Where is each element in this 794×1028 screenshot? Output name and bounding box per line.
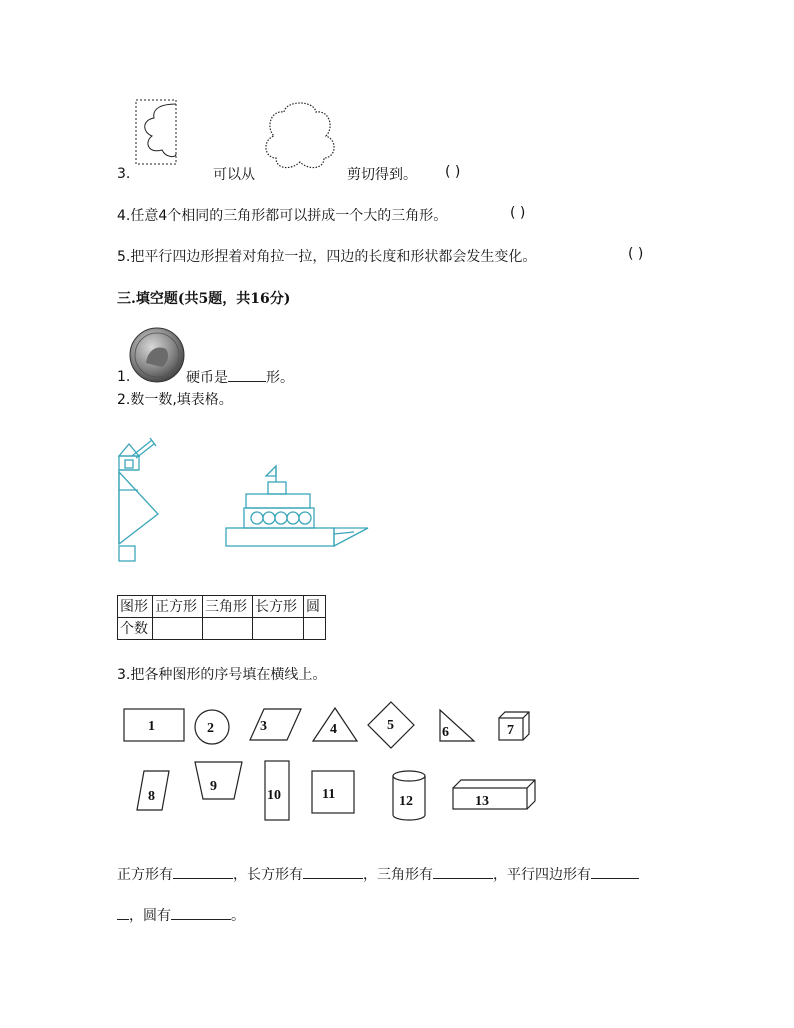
answer-rect-label: ，长方形有	[233, 867, 303, 883]
shape-label: 11	[322, 787, 336, 802]
answer-triangle-blank[interactable]	[433, 864, 493, 879]
numbered-shapes	[110, 700, 550, 830]
shape-label: 8	[148, 789, 155, 804]
q4-text: 4.任意4个相同的三角形都可以拼成一个大的三角形。	[117, 208, 448, 224]
shape-label: 7	[507, 723, 514, 738]
shape-label: 10	[267, 788, 281, 803]
table-header-cell: 长方形	[253, 596, 304, 618]
answer-square-blank[interactable]	[173, 864, 233, 879]
answer-circle-label: ，圆有	[129, 908, 171, 924]
shape-label: 6	[442, 725, 449, 740]
fill3-answer-line-2	[117, 905, 245, 925]
table-header-cell: 三角形	[203, 596, 253, 618]
shape-3-parallelogram	[250, 709, 301, 740]
table-header-row	[118, 596, 326, 618]
fill1-suffix: 形。	[266, 370, 294, 386]
shape-label: 12	[399, 794, 413, 809]
shape-9-trapezoid	[195, 762, 242, 799]
fill3-answer-line-1	[117, 864, 639, 884]
answer-rect-blank[interactable]	[303, 864, 363, 879]
tower-figure	[110, 436, 170, 564]
table-row-label: 个数	[118, 618, 153, 640]
table-cell-circle-count[interactable]	[304, 618, 326, 640]
shape-label: 3	[260, 719, 267, 734]
shape-7-cube	[499, 712, 529, 740]
flower-cutout-figure	[262, 100, 338, 172]
table-cell-triangle-count[interactable]	[203, 618, 253, 640]
answer-parallelogram-blank[interactable]	[591, 864, 639, 879]
fill2-text: 2.数一数,填表格。	[117, 392, 233, 408]
table-cell-square-count[interactable]	[153, 618, 203, 640]
fill1-blank[interactable]	[228, 367, 266, 382]
answer-triangle-label: ，三角形有	[363, 867, 433, 883]
shape-label: 4	[330, 722, 337, 737]
answer-square-label: 正方形有	[117, 867, 173, 883]
fill1-label: 硬币是	[186, 370, 228, 386]
q3-bracket: ( )	[445, 164, 461, 180]
shape-label: 5	[387, 718, 394, 733]
q3-text-end: 剪切得到。	[347, 167, 417, 183]
shape-label: 9	[210, 779, 217, 794]
folded-paper-figure	[132, 98, 182, 168]
shape-label: 2	[207, 721, 214, 736]
q3-number: 3.	[117, 166, 131, 182]
table-header-cell: 圆	[304, 596, 326, 618]
fill1-number: 1.	[117, 369, 131, 385]
q4-bracket: ( )	[510, 205, 526, 221]
fill1-text	[186, 367, 294, 387]
table-header-cell: 图形	[118, 596, 153, 618]
table-row	[118, 618, 326, 640]
fill3-text: 3.把各种图形的序号填在横线上。	[117, 667, 327, 683]
answer-parallelogram-label: ，平行四边形有	[493, 867, 591, 883]
table-cell-rectangle-count[interactable]	[253, 618, 304, 640]
count-table	[117, 595, 326, 640]
answer-parallelogram-blank-cont[interactable]	[117, 905, 129, 920]
shape-label: 1	[148, 719, 155, 734]
ship-figure	[222, 462, 372, 550]
answer-circle-blank[interactable]	[171, 905, 231, 920]
q5-bracket: ( )	[628, 246, 644, 262]
coin-image	[128, 327, 186, 383]
q5-text: 5.把平行四边形捏着对角拉一拉，四边的长度和形状都会发生变化。	[117, 249, 537, 265]
answer-end: 。	[231, 908, 245, 924]
shape-13-cuboid	[453, 780, 535, 809]
q3-text-mid: 可以从	[213, 167, 255, 183]
section-title: 三.填空题(共5题，共16分)	[117, 291, 291, 307]
shape-label: 13	[475, 794, 489, 809]
table-header-cell: 正方形	[153, 596, 203, 618]
